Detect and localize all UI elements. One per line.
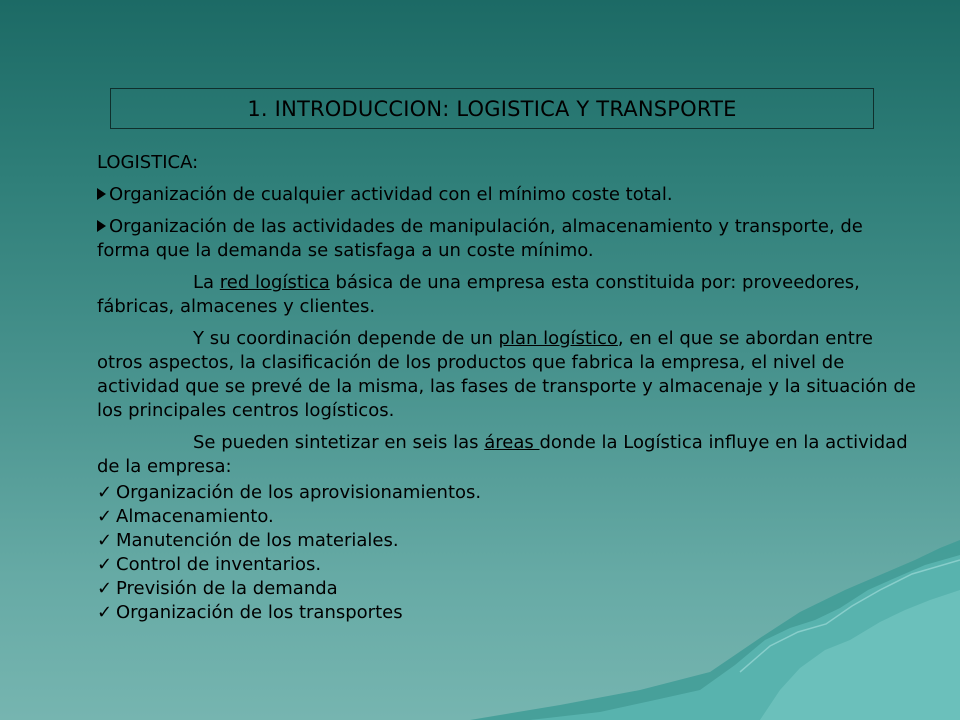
paragraph-red-logistica bbox=[97, 271, 917, 319]
checklist-text: Manutención de los materiales. bbox=[116, 530, 399, 551]
checklist-item bbox=[97, 553, 917, 577]
bullet-item bbox=[97, 215, 917, 263]
checklist-item bbox=[97, 577, 917, 601]
paragraph-text: Se pueden sintetizar en seis las bbox=[193, 432, 485, 453]
slide-title: 1. INTRODUCCION: LOGISTICA Y TRANSPORTE bbox=[247, 96, 737, 121]
checkmark-icon: ✓ bbox=[97, 578, 113, 599]
checklist-text: Control de inventarios. bbox=[116, 554, 322, 575]
paragraph-text: , en el que se abordan entre otros aspectos, la clasificación de los productos que fabrica la empresa, el nivel de actividad que se prevé de la misma, las fases de transporte y almacenaje y la situación de los principales centros logísticos. bbox=[97, 328, 916, 421]
checklist-item bbox=[97, 505, 917, 529]
paragraph-text: básica de una empresa esta constituida por: proveedores, fábricas, almacenes y clientes. bbox=[97, 272, 860, 317]
checklist-item bbox=[97, 601, 917, 625]
bullet-item bbox=[97, 183, 917, 207]
checkmark-icon: ✓ bbox=[97, 530, 113, 551]
red-logistica-term: red logística bbox=[219, 272, 330, 293]
areas-checklist bbox=[97, 481, 917, 625]
slide-title-box bbox=[110, 88, 874, 129]
arrow-bullet-icon bbox=[97, 220, 106, 232]
checklist-text: Organización de los aprovisionamientos. bbox=[116, 482, 482, 503]
paragraph-plan-logistico bbox=[97, 327, 917, 423]
checklist-text: Almacenamiento. bbox=[116, 506, 274, 527]
checklist-text: Organización de los transportes bbox=[116, 602, 403, 623]
paragraph-text: Y su coordinación depende de un bbox=[193, 328, 499, 349]
arrow-bullet-icon bbox=[97, 188, 106, 200]
checkmark-icon: ✓ bbox=[97, 482, 113, 503]
checkmark-icon: ✓ bbox=[97, 506, 113, 527]
plan-logistico-term: plan logístico bbox=[498, 328, 618, 349]
paragraph-areas bbox=[97, 431, 917, 479]
areas-term: áreas bbox=[484, 432, 540, 453]
slide-content bbox=[97, 151, 917, 625]
checklist-item bbox=[97, 481, 917, 505]
checklist-text: Previsión de la demanda bbox=[116, 578, 338, 599]
bullet-text: Organización de cualquier actividad con el mínimo coste total. bbox=[109, 184, 673, 205]
bullet-text: Organización de las actividades de manipulación, almacenamiento y transporte, de forma que la demanda se satisfaga a un coste mínimo. bbox=[97, 216, 863, 261]
section-label: LOGISTICA: bbox=[97, 152, 199, 173]
checkmark-icon: ✓ bbox=[97, 602, 113, 623]
checkmark-icon: ✓ bbox=[97, 554, 113, 575]
paragraph-text: La bbox=[193, 272, 220, 293]
paragraph-text: donde la Logística influye en la actividad de la empresa: bbox=[97, 432, 908, 477]
checklist-item bbox=[97, 529, 917, 553]
